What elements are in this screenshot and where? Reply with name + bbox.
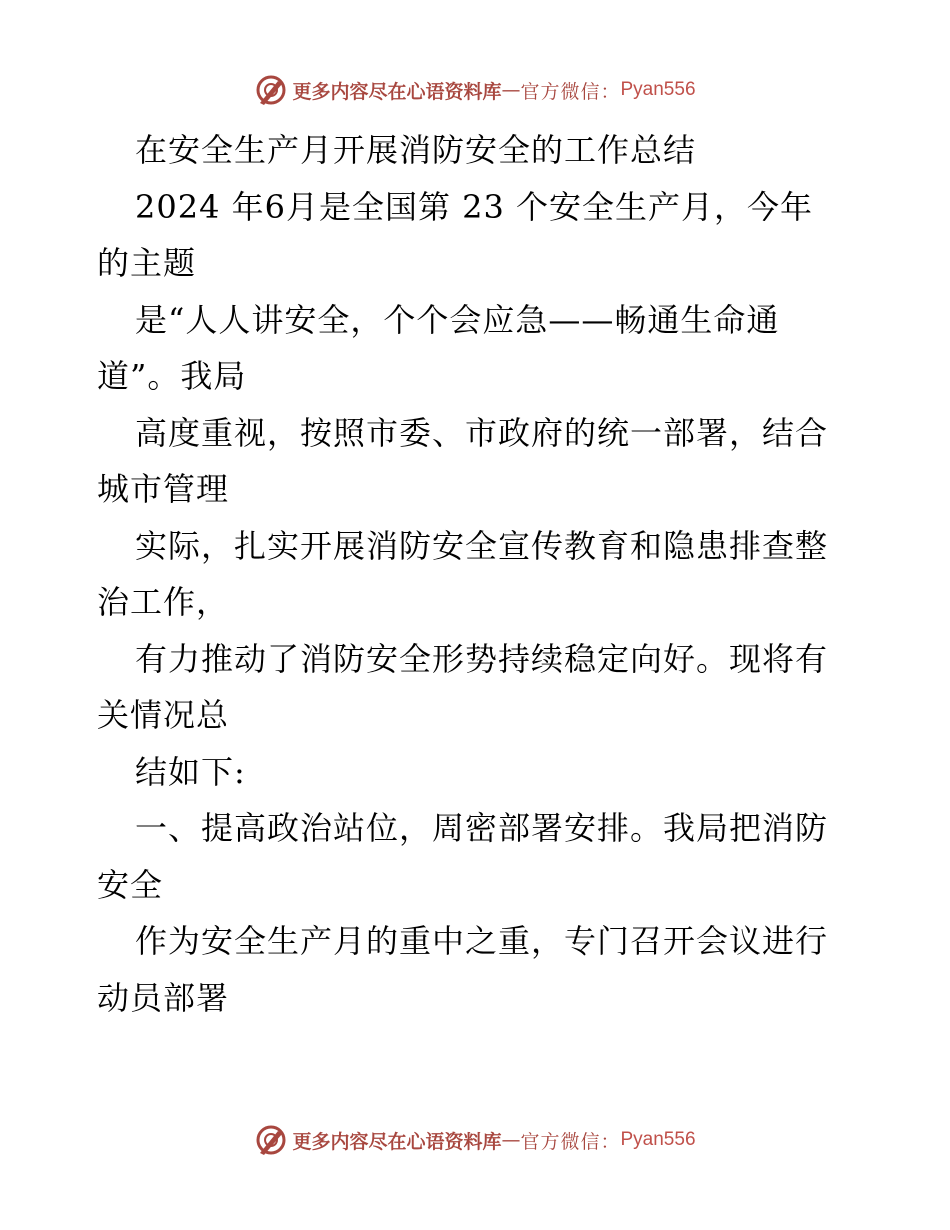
paragraph-line: 作为安全生产月的重中之重，专门召开会议进行 <box>135 922 829 960</box>
paragraph-line: 结如下: <box>135 752 246 791</box>
paragraph-line: 的主题 <box>97 244 197 282</box>
pen-logo-icon <box>254 1123 288 1157</box>
paragraph-line: 是“人人讲安全，个个会应急——畅通生命通 <box>135 300 780 339</box>
paragraph-line: 道”。我局 <box>97 357 247 395</box>
header-watermark <box>0 70 950 110</box>
paragraph-line: 实际，扎实开展消防安全宣传教育和隐患排查整 <box>135 526 829 565</box>
paragraph-line: 安全 <box>97 865 164 904</box>
watermark-main-text: 更多内容尽在心语资料库 <box>292 1130 502 1153</box>
watermark-dash: — <box>501 79 521 101</box>
paragraph-line: 治工作， <box>97 583 230 621</box>
document-title: 在安全生产月开展消防安全的工作总结 <box>135 131 697 169</box>
watermark-dash: — <box>501 1129 521 1151</box>
watermark-wechat-id: Pyan556 <box>620 1129 696 1150</box>
watermark-wechat-id: Pyan556 <box>620 79 696 100</box>
paragraph-line: 高度重视，按照市委、市政府的统一部署，结合 <box>135 413 829 452</box>
section-heading-line: 一、提高政治站位，周密部署安排。我局把消防 <box>135 809 829 847</box>
watermark-sub-text: 官方微信： <box>520 80 621 103</box>
document-body <box>97 122 867 1026</box>
pen-logo-icon <box>254 73 288 107</box>
paragraph-line: 关情况总 <box>97 696 230 734</box>
paragraph-line: 城市管理 <box>97 470 230 508</box>
watermark-sub-text: 官方微信： <box>520 1130 621 1153</box>
footer-watermark <box>0 1120 950 1160</box>
paragraph-line: 2024 年6月是全国第 23 个安全生产月，今年 <box>135 187 814 226</box>
watermark-main-text: 更多内容尽在心语资料库 <box>292 80 502 103</box>
paragraph-line: 动员部署 <box>97 978 230 1017</box>
paragraph-line: 有力推动了消防安全形势持续稳定向好。现将有 <box>135 639 829 678</box>
